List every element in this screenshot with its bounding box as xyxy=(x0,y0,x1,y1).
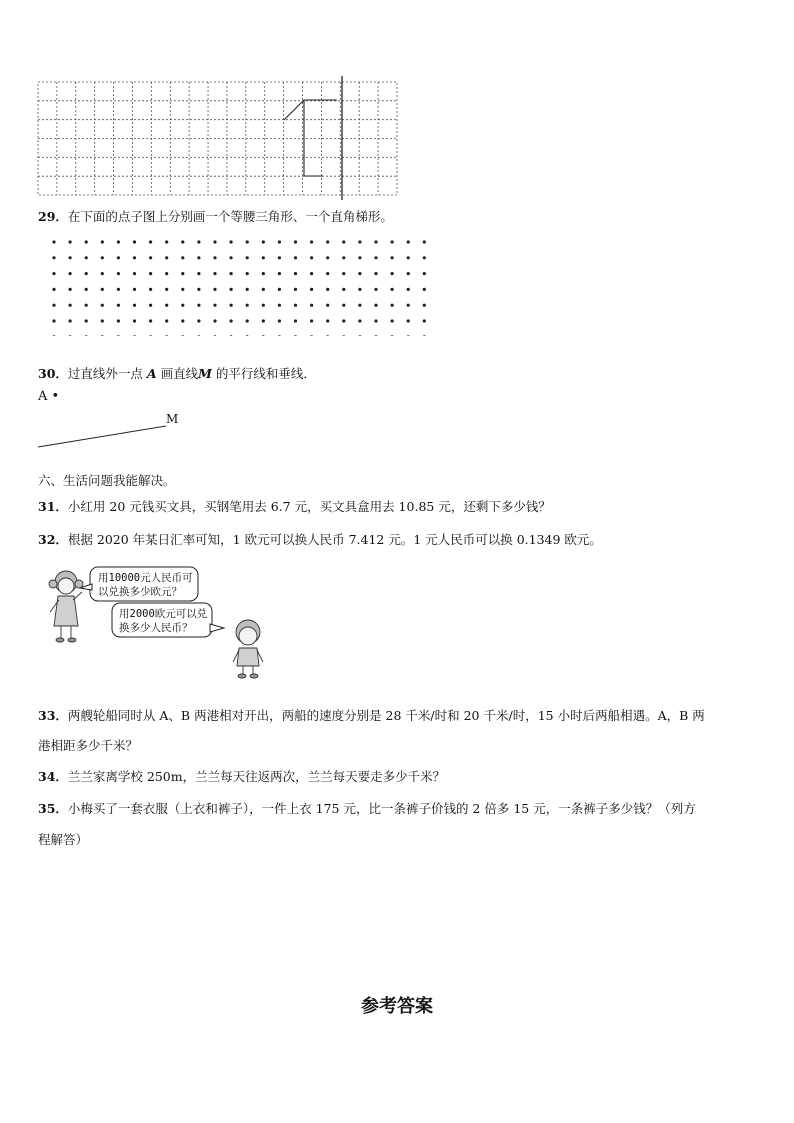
grid-dot xyxy=(407,288,410,291)
question-text: 根据 2020 年某日汇率可知，1 欧元可以换人民币 7.412 元。1 元人民币可以换 0.1349 欧元。 xyxy=(67,532,602,547)
grid-dot xyxy=(358,288,361,291)
grid-dot xyxy=(342,319,345,322)
grid-dot xyxy=(85,288,88,291)
grid-dot xyxy=(423,256,426,259)
grid-dot xyxy=(326,288,329,291)
grid-dot xyxy=(407,304,410,307)
grid-dot xyxy=(310,288,313,291)
grid-dot xyxy=(278,288,281,291)
question-number: 32． xyxy=(38,532,68,547)
grid-dot xyxy=(342,240,345,243)
question-number: 33． xyxy=(38,708,68,723)
grid-dot xyxy=(230,304,233,307)
dot-grid xyxy=(48,236,438,336)
grid-dot xyxy=(278,256,281,259)
grid-dot xyxy=(181,240,184,243)
grid-dot xyxy=(69,272,72,275)
grid-dot xyxy=(374,240,377,243)
grid-dot xyxy=(181,335,184,336)
point-a-text: A xyxy=(38,389,48,404)
question-32 xyxy=(38,532,602,548)
grid-dot xyxy=(262,240,265,243)
grid-dot xyxy=(374,335,377,336)
boy-figure xyxy=(233,620,263,678)
grid-dot xyxy=(52,335,55,336)
grid-dot xyxy=(133,272,136,275)
grid-dot xyxy=(149,288,152,291)
grid-dot xyxy=(85,319,88,322)
grid-dot xyxy=(52,288,55,291)
grid-dot xyxy=(52,240,55,243)
girl-figure xyxy=(49,571,83,642)
grid-dot xyxy=(165,319,168,322)
grid-dot xyxy=(133,319,136,322)
grid-dot xyxy=(117,288,120,291)
grid-dot xyxy=(358,272,361,275)
grid-dot xyxy=(149,240,152,243)
point-a-dot: • xyxy=(47,389,60,404)
grid-dot xyxy=(133,288,136,291)
question-text-part: 画直线 xyxy=(156,366,199,381)
grid-dot xyxy=(230,319,233,322)
grid-dot xyxy=(213,240,216,243)
grid-dot xyxy=(117,272,120,275)
grid-dot xyxy=(165,335,168,336)
question-35-line-1 xyxy=(38,801,696,817)
question-text: 小梅买了一套衣服（上衣和裤子），一件上衣 175 元，比一条裤子价钱的 2 倍多 15 元，一条裤子多少钱？（列方 xyxy=(67,801,696,816)
figure-line-m xyxy=(36,410,206,450)
grid-dot xyxy=(165,272,168,275)
question-31 xyxy=(38,499,551,515)
question-35-line-2: 程解答） xyxy=(38,832,89,847)
grid-dot xyxy=(181,304,184,307)
grid-dot xyxy=(310,335,313,336)
grid-dot xyxy=(133,256,136,259)
grid-dot xyxy=(342,272,345,275)
question-text: 兰兰家离学校 250m，兰兰每天往返两次，兰兰每天要走多少千米？ xyxy=(67,769,446,784)
grid-dot xyxy=(149,272,152,275)
grid-dot xyxy=(342,304,345,307)
grid-dot xyxy=(246,288,249,291)
grid-dot xyxy=(101,288,104,291)
grid-drawn-shape xyxy=(284,76,342,200)
girl-bubble-line-2: 以兑换多少欧元？ xyxy=(98,586,182,598)
grid-dot xyxy=(246,256,249,259)
grid-figure xyxy=(30,72,410,202)
grid-dot xyxy=(246,335,249,336)
grid-dot xyxy=(391,256,394,259)
question-number: 34． xyxy=(38,769,68,784)
grid-dot xyxy=(213,288,216,291)
grid-dot xyxy=(310,256,313,259)
grid-dot xyxy=(391,335,394,336)
grid-dot xyxy=(326,240,329,243)
question-text-part: 过直线外一点 xyxy=(67,366,147,381)
grid-dot xyxy=(101,272,104,275)
grid-dot xyxy=(149,335,152,336)
point-a-label: A xyxy=(146,366,157,381)
grid-dot xyxy=(197,335,200,336)
grid-dot xyxy=(181,319,184,322)
grid-dot xyxy=(391,240,394,243)
grid-dot xyxy=(69,319,72,322)
grid-dot xyxy=(133,335,136,336)
grid-dot xyxy=(423,272,426,275)
girl-bubble-line-1: 用10000元人民币可 xyxy=(98,572,193,584)
grid-dot xyxy=(262,256,265,259)
grid-dot xyxy=(230,335,233,336)
grid-dot xyxy=(133,240,136,243)
grid-dot xyxy=(230,272,233,275)
grid-dot xyxy=(407,240,410,243)
grid-dot xyxy=(117,304,120,307)
grid-dot xyxy=(278,319,281,322)
grid-dot xyxy=(117,240,120,243)
grid-dot xyxy=(262,319,265,322)
grid-dot xyxy=(342,288,345,291)
grid-dot xyxy=(294,240,297,243)
grid-dot xyxy=(262,335,265,336)
grid-dot xyxy=(117,335,120,336)
grid-dot xyxy=(213,272,216,275)
grid-dot xyxy=(374,304,377,307)
grid-dot xyxy=(391,272,394,275)
grid-dot xyxy=(342,335,345,336)
grid-dot xyxy=(423,288,426,291)
grid-dot xyxy=(310,319,313,322)
grid-dot xyxy=(423,240,426,243)
grid-dot xyxy=(262,304,265,307)
grid-dot xyxy=(149,304,152,307)
grid-dot xyxy=(246,272,249,275)
grid-dot xyxy=(85,304,88,307)
grid-lines xyxy=(38,82,397,195)
q32-illustration xyxy=(40,562,280,680)
question-number: 35． xyxy=(38,801,68,816)
grid-dot xyxy=(358,240,361,243)
figure-point-a xyxy=(38,389,59,404)
grid-dot xyxy=(374,319,377,322)
grid-dot xyxy=(197,288,200,291)
grid-dot xyxy=(407,272,410,275)
grid-dot xyxy=(294,335,297,336)
grid-dot xyxy=(52,256,55,259)
grid-dot xyxy=(165,288,168,291)
grid-dot xyxy=(117,256,120,259)
question-33-line-1 xyxy=(38,708,705,724)
grid-dot xyxy=(69,304,72,307)
grid-dot xyxy=(374,256,377,259)
grid-dot xyxy=(181,272,184,275)
grid-dot xyxy=(294,319,297,322)
line-m-text: M xyxy=(166,412,179,426)
grid-dot xyxy=(213,335,216,336)
grid-dot xyxy=(294,272,297,275)
line-m-label: M xyxy=(198,366,212,381)
grid-dot xyxy=(101,240,104,243)
grid-dot xyxy=(391,304,394,307)
grid-dot xyxy=(294,256,297,259)
boy-bubble-line-1: 用2000欧元可以兑 xyxy=(119,608,208,620)
question-34 xyxy=(38,769,445,785)
boy-bubble-line-2: 换多少人民币？ xyxy=(119,622,193,634)
grid-dot xyxy=(85,335,88,336)
grid-dot xyxy=(262,288,265,291)
question-30 xyxy=(38,366,316,382)
grid-dot xyxy=(69,288,72,291)
grid-dot xyxy=(117,319,120,322)
grid-dot xyxy=(246,304,249,307)
grid-dot xyxy=(342,256,345,259)
grid-dot xyxy=(294,304,297,307)
grid-dot xyxy=(326,335,329,336)
grid-dot xyxy=(69,240,72,243)
grid-dot xyxy=(197,256,200,259)
grid-dot xyxy=(165,240,168,243)
grid-dot xyxy=(391,319,394,322)
girl-speech-bubble xyxy=(80,567,198,601)
question-text: 两艘轮船同时从 A、B 两港相对开出，两船的速度分别是 28 千米/时和 20 千米/时，15 小时后两船相遇。A，B 两 xyxy=(67,708,705,723)
grid-dot xyxy=(52,319,55,322)
grid-dot xyxy=(423,335,426,336)
question-number: 29． xyxy=(38,209,68,224)
grid-dot xyxy=(165,304,168,307)
question-number: 31． xyxy=(38,499,68,514)
grid-dot xyxy=(213,256,216,259)
grid-dot xyxy=(230,288,233,291)
grid-dot xyxy=(149,319,152,322)
section-6-title: 六、生活问题我能解决。 xyxy=(38,473,176,488)
grid-dot xyxy=(52,272,55,275)
grid-dot xyxy=(69,256,72,259)
grid-dot xyxy=(101,319,104,322)
grid-dot xyxy=(213,319,216,322)
grid-dot xyxy=(85,272,88,275)
question-text-part: 的平行线和垂线． xyxy=(211,366,316,381)
line-m xyxy=(38,426,166,447)
grid-dot xyxy=(278,304,281,307)
grid-dot xyxy=(407,319,410,322)
grid-dot xyxy=(69,335,72,336)
grid-dot xyxy=(310,304,313,307)
question-text: 在下面的点子图上分别画一个等腰三角形、一个直角梯形。 xyxy=(67,209,393,224)
question-number: 30． xyxy=(38,366,68,381)
grid-dot xyxy=(197,319,200,322)
grid-dot xyxy=(246,240,249,243)
grid-dot xyxy=(262,272,265,275)
grid-dot xyxy=(374,288,377,291)
grid-dot xyxy=(407,256,410,259)
grid-dot xyxy=(391,288,394,291)
grid-dot xyxy=(197,272,200,275)
grid-dot xyxy=(310,240,313,243)
grid-dot xyxy=(85,256,88,259)
answer-title: 参考答案 xyxy=(361,996,433,1017)
grid-dot xyxy=(358,256,361,259)
grid-dot xyxy=(326,304,329,307)
grid-dot xyxy=(278,335,281,336)
grid-dot xyxy=(423,319,426,322)
grid-dot xyxy=(181,256,184,259)
grid-dot xyxy=(278,272,281,275)
grid-dot xyxy=(230,256,233,259)
grid-dot xyxy=(358,304,361,307)
grid-dot xyxy=(133,304,136,307)
grid-dot xyxy=(101,256,104,259)
grid-dot xyxy=(326,272,329,275)
grid-dot xyxy=(101,304,104,307)
question-33-line-2: 港相距多少千米？ xyxy=(38,738,139,753)
grid-dot xyxy=(197,304,200,307)
question-text: 小红用 20 元钱买文具，买钢笔用去 6.7 元，买文具盒用去 10.85 元，还剩下多少钱？ xyxy=(67,499,551,514)
grid-dot xyxy=(278,240,281,243)
grid-dot xyxy=(149,256,152,259)
grid-dot xyxy=(310,272,313,275)
grid-dot xyxy=(358,335,361,336)
grid-dot xyxy=(101,335,104,336)
grid-dot xyxy=(165,256,168,259)
grid-dot xyxy=(326,319,329,322)
grid-dot xyxy=(181,288,184,291)
grid-dot xyxy=(374,272,377,275)
grid-dot xyxy=(407,335,410,336)
grid-dot xyxy=(294,288,297,291)
grid-dot xyxy=(213,304,216,307)
grid-dot xyxy=(423,304,426,307)
boy-speech-bubble xyxy=(112,603,224,637)
grid-dot xyxy=(230,240,233,243)
grid-dot xyxy=(197,240,200,243)
grid-dot xyxy=(326,256,329,259)
grid-dot xyxy=(358,319,361,322)
grid-dot xyxy=(246,319,249,322)
grid-dot xyxy=(52,304,55,307)
question-29 xyxy=(38,209,393,225)
grid-dot xyxy=(85,240,88,243)
